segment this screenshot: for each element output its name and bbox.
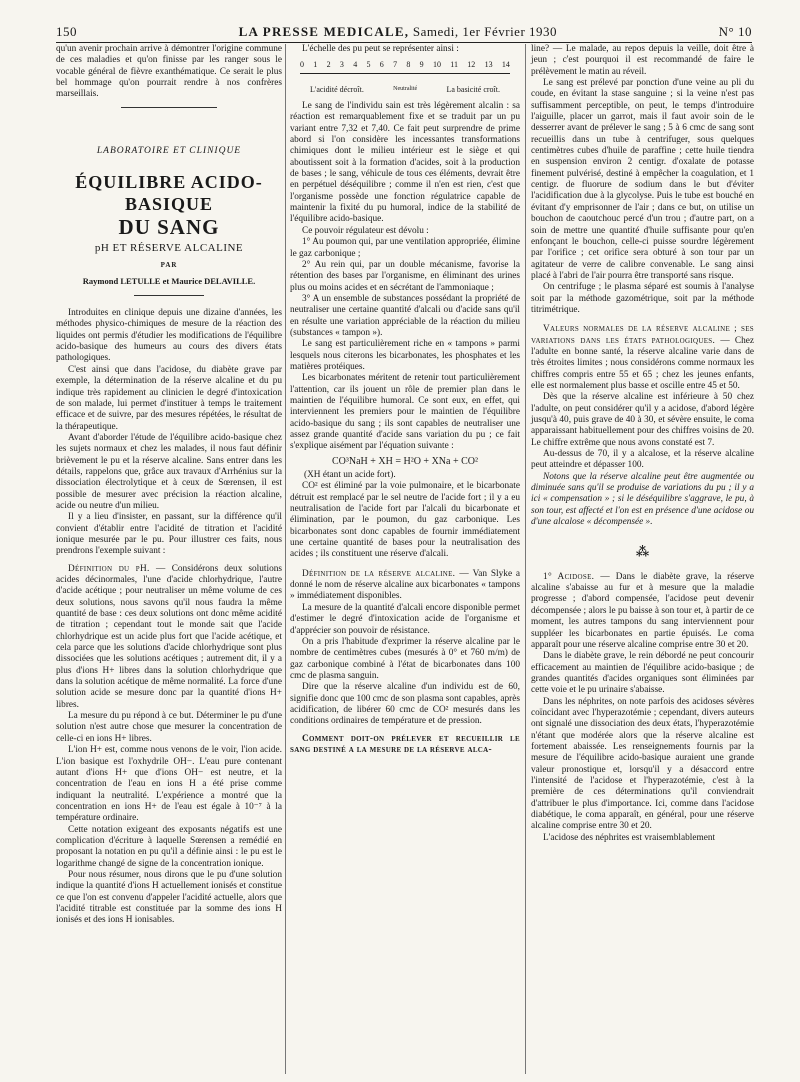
paragraph: On a pris l'habitude d'exprimer la réserve alcaline par le nombre de centimètres cubes (mesurés à 0° et 760 m/m) de gaz carbonique combiné à l'état de bicarbonates dans 100 cmc de plasma sanguin.	[290, 636, 520, 681]
paragraph: Dans les néphrites, on note parfois des acidoses sévères coïncidant avec l'hyperazotémie ; cependant, divers auteurs ont signalé une dissociation des deux états, l'hyperazotémie n'étant que modérée alors que la réserve alcaline est fortement abaissée. Les renseignements fournis par la mesure de l'équilibre acido-basique auraient une grande valeur pronostique et, lorsqu'il y a désaccord entre l'intensité de l'acidose et l'hyperazotémie, c'est à la première de ces déterminations qu'il conviendrait d'attribuer le plus d'importance. Ici, comme dans l'acidose diabétique, le coma apparaît, en général, pour une réserve alcaline comprise entre 30 et 20.	[531, 696, 754, 832]
paragraph: L'échelle des pu peut se représenter ainsi :	[302, 44, 459, 54]
ph-scale-labels	[290, 84, 520, 95]
paragraph: Ce pouvoir régulateur est dévolu :	[302, 225, 429, 236]
ph-scale	[290, 59, 520, 95]
article-title-2: DU SANG	[118, 215, 220, 240]
separator	[121, 107, 217, 108]
paragraph: CO² est éliminé par la voie pulmonaire, et le bicarbonate détruit est remplacé par le sel neutre de l'acide fort ; il y a eu neutralisation de l'acide fort par l'alcali du bicarbonate et élimination, par le poumon, du gaz carbonique. Les bicarbonates sont donc capables de fournir immédiatement une certaine quantité de bases pour la neutralisation des acides ; ils constituent une réserve d'alcali.	[290, 481, 520, 560]
paragraph-text: Chez l'adulte en bonne santé, la réserve alcaline varie dans de très étroites limites ; nous considérons comme normaux les chiffres compris entre 55 et 65 ; chez les jeunes enfants, elle est normalement plus basse et oscille entre 45 et 50.	[531, 335, 754, 391]
scale-right-label: La basicité croît.	[446, 84, 500, 94]
paragraph: La mesure de la quantité d'alcali encore disponible permet d'estimer le degré d'intoxication acide de l'organisme et d'apprécier son pouvoir de résistance.	[290, 602, 520, 636]
rubric: LABORATOIRE ET CLINIQUE	[96, 145, 242, 156]
ph-scale-tick-label: 11	[450, 60, 458, 70]
paragraph: Dès que la réserve alcaline est inférieure à 50 chez l'adulte, on peut considérer qu'il y a acidose, d'abord légère jusqu'à 40, puis grave de 40 à 30, et sévère ensuite, le coma apparaissant habituellement pour des chiffres voisins de 20. Le chiffre extrême que nous avons constaté est 7.	[531, 392, 754, 448]
column-2	[290, 44, 520, 756]
paragraph-text: Van Slyke a donné le nom de réserve alcaline aux bicarbonates « tampons » immédiatement disponibles.	[290, 568, 520, 602]
paragraph: On centrifuge ; le plasma séparé est soumis à l'analyse soit par la méthode gazométrique, soit par la méthode titrimétrique.	[531, 282, 754, 315]
ph-scale-numbers	[290, 59, 520, 70]
paragraph: Dire que la réserve alcaline d'un individu est de 60, signifie donc que 100 cmc de son plasma sont capables, après acidification, de libérer 60 cmc de CO² mesurés dans les conditions ordinaires de température et de pression.	[290, 682, 520, 727]
paragraph	[56, 564, 282, 711]
issue-date: Samedi, 1er Février 1930	[412, 24, 558, 39]
ph-scale-tick-label: 12	[467, 60, 476, 70]
paragraph: Le sang de l'individu sain est très légèrement alcalin : sa réaction est remarquablement fixe et se traduit par un pu variant entre 7,32 et 7,40. Ce fait peut surprendre de prime abord si l'on considère les incessantes transformations chimiques dont le milieu intérieur est le siège et qui aboutissent soit à la formation d'acides, soit à la production de bases ; le sang, véhicule de tous ces éléments, devrait être en perpétuel déséquilibre ; comme il n'en est rien, c'est que l'organisme possède une fonction régulatrice capable de maintenir la fixité du pu humoral, indice de la stabilité de l'équilibre acido-basique.	[290, 101, 520, 225]
section-stars: ⁂	[635, 544, 650, 560]
paragraph: qu'un avenir prochain arrive à démontrer l'origine commune de ces maladies et qu'on finisse par les ranger sous le vocable général de fièvre exanthématique. Ce serait le plus bel hommage qu'on pourrait rendre à nos confrères marseillais.	[56, 44, 282, 100]
byline-par: PAR	[160, 261, 178, 270]
column-rule	[525, 44, 526, 1074]
header-masthead	[239, 24, 557, 40]
paragraph: 3° A un ensemble de substances possédant la propriété de neutraliser une certaine quantité d'alcali ou d'acide sans qu'il en résulte une variation appréciable de la réaction du milieu (substances « tampon »).	[290, 293, 520, 338]
paragraph: L'ion H+ est, comme nous venons de le voir, l'ion acide. L'ion basique est l'oxhydrile OH−. L'eau pure contenant autant d'ions H+ que d'ions OH− est neutre, et la concentration de l'eau en ions H a été prise comme indiquant la neutralité. L'expérience a montré que la concentration en ions H+ de l'eau est égale à 10⁻⁷ à la température ordinaire.	[56, 745, 282, 824]
paragraph: Introduites en clinique depuis une dizaine d'années, les méthodes physico-chimiques de mesure de la réaction des liquides ont permis d'étudier les modifications de l'équilibre acido-basique des humeurs au cours des divers états pathologiques.	[56, 308, 282, 364]
paragraph: 1° Au poumon qui, par une ventilation appropriée, élimine le gaz carbonique ;	[290, 237, 520, 259]
paragraph-text: Dans le diabète grave, la réserve alcaline s'abaisse au fur et à mesure que la maladie progresse ; d'abord compensée, l'acidose peut devenir décompensée ; alors le pu baisse à son tour et, à partir de ce moment, les autres tampons du sang interviennent pour suppléer les bicarbonates en partie épuisés. Le coma apparaît pour une réserve alcaline comprise entre 30 et 20.	[531, 571, 754, 650]
paragraph: Au-dessus de 70, il y a alcalose, et la réserve alcaline peut atteindre et dépasser 100.	[531, 449, 754, 471]
column-rule	[285, 44, 286, 1074]
ph-scale-tick-label: 0	[300, 60, 304, 70]
article-title: ÉQUILIBRE ACIDO-BASIQUE	[75, 172, 263, 215]
paragraph: line? — Le malade, au repos depuis la veille, doit être à jeun ; c'est pourquoi il est recommandé de faire le prélèvement le matin au réveil.	[531, 44, 754, 77]
column-3	[531, 44, 754, 844]
equation-note: (XH étant un acide fort).	[304, 470, 396, 481]
paragraph: Notons que la réserve alcaline peut être augmentée ou diminuée sans qu'il se produise de variations du pu ; il y a ici « compensation » ; si le déséquilibre s'aggrave, le pu, à son tour, est affecté et l'on est en présence d'une acidose ou d'une alcalose « décompensée ».	[531, 471, 754, 528]
paragraph: L'acidose des néphrites est vraisemblablement	[543, 832, 716, 843]
paragraph	[290, 569, 520, 603]
authors: Raymond LETULLE et Maurice DELAVILLE.	[82, 275, 256, 286]
paragraph	[531, 572, 754, 651]
ph-scale-tick-label: 5	[366, 60, 371, 70]
paragraph: C'est ainsi que dans l'acidose, du diabète grave par exemple, la détermination de la réserve alcaline et du pu indique très rapidement au clinicien le degré d'intoxication de son malade, lui permet d'instituer à temps le traitement efficace et de suivre, par des mesures répétées, le résultat de la thérapeutique.	[56, 364, 282, 432]
page-header	[56, 20, 752, 43]
section-heading: 1° Acidose. —	[543, 571, 610, 582]
ph-scale-tick-label: 6	[379, 60, 384, 70]
ph-scale-tick-label: 8	[406, 60, 411, 70]
ph-scale-tick-label: 4	[353, 60, 358, 70]
ph-scale-tick-label: 3	[339, 60, 344, 70]
issue-number: N° 10	[718, 24, 752, 39]
ph-scale-line	[300, 73, 510, 82]
paragraph: Cette notation exigeant des exposants négatifs est une complication d'écriture à laquelle Sœrensen a remédié en proposant la notation en pu qu'il a définie ainsi : le pu est le logarithme changé de signe de la concentration ionique.	[56, 824, 282, 869]
chemical-equation: CO³NaH + XH = H²O + XNa + CO²	[332, 455, 478, 467]
ph-scale-tick-label: 14	[501, 60, 510, 70]
column-1	[56, 44, 282, 927]
ph-scale-tick-label: 2	[326, 60, 331, 70]
paragraph: La mesure du pu répond à ce but. Déterminer le pu d'une solution n'est autre chose que mesurer la concentration de celle-ci en ions H+ libres.	[56, 711, 282, 744]
ph-scale-tick-label: 1	[313, 60, 318, 70]
section-heading: Définition du pH. —	[68, 563, 166, 574]
paragraph: Le sang est prélevé par ponction d'une veine au pli du coude, en évitant la stase sanguine ; si la veine n'est pas suffisamment perceptible, on peut, le temps d'introduire l'aiguille, placer un garrot, mais il faut avoir soin de le desserrer avant de prélever le sang ; 5 à 6 cmc de sang sont recueillis dans un tube à centrifuger, sous quelques centimètres cubes d'huile de paraffine ; cette huile tiendra en suspension environ 2 centigr. d'oxalate de potasse finement pulvérisé, destiné à empêcher la coagulation, et 1 centigr. de fluorure de sodium dans le but d'éviter l'acidification due à la glycolyse. Puis le tube est bouché en évitant d'y emprisonner de l'air ; dans ce but, on utilise un bouchon de caoutchouc percé d'un trou ; d'autre part, on a soin de mettre une quantité d'huile suffisante pour qu'en enfonçant le bouchon, celle-ci puisse sourdre légèrement par l'orifice ; cet orifice sera obturé à son tour par un agitateur de verre de calibre convenable. Le sang ainsi placé à l'abri de l'air pourra être transporté sans risque.	[531, 78, 754, 281]
ph-scale-tick-label: 13	[484, 60, 493, 70]
paragraph: Avant d'aborder l'étude de l'équilibre acido-basique chez les sujets normaux et chez les malades, il nous faut définir brièvement le pu et la réserve alcaline. Sans entrer dans les détails, rappelons que, grâce aux travaux d'Arrhénius sur la dissociation électrolytique et à ceux de Sœrensen, il est possible de mesurer avec précision la réaction alcaline, acide ou neutre d'un milieu.	[56, 432, 282, 511]
scale-left-label: L'acidité décroît.	[310, 84, 364, 94]
journal-title: LA PRESSE MEDICALE,	[238, 24, 410, 39]
paragraph: Les bicarbonates méritent de retenir tout particulièrement l'attention, car ils jouent un rôle de premier plan dans le maintien de l'équilibre humoral. Ce sont eux, en effet, qui interviennent les premiers pour le maintien de l'équilibre acido-basique du sang ; ils sont capables de neutraliser une assez grande quantité d'acide sans variation du pu ; ce fait s'explique aisément par l'équation suivante :	[290, 373, 520, 452]
section-heading: Définition de la réserve alcaline. —	[302, 568, 469, 579]
section-heading: Comment doit-on prélever et recueillir le sang destiné a la mesure de la réserve alca-	[290, 733, 520, 755]
paragraph	[531, 324, 754, 392]
ph-scale-tick-label: 10	[432, 60, 441, 70]
section-heading: Valeurs normales de la réserve alcaline ; ses variations dans les états pathologiques. —	[531, 324, 754, 346]
scale-mid-label: Neutralité	[393, 85, 418, 92]
ph-scale-tick-label: 9	[419, 60, 424, 70]
paragraph-text: Considérons deux solutions acides décinormales, l'une d'acide chlorhydrique, l'autre d'acide acétique ; pour neutraliser un même volume de ces deux solutions, nous savons qu'il nous faudra la même quantité de base : ces deux solutions ont donc même acidité de titration ; cependant tout le monde sait que l'acide chlorhydrique est un acide plus fort que l'acide acétique, et cela parce que les solutions d'acide chlorhydrique sont plus dissociées que les solutions acétiques ; autrement dit, il y a plus d'ions H+ libres dans la solution chlorhydrique que dans la solution acétique de même normalité. La force d'une solution acide se mesure donc par la quantité d'ions H+ libres.	[56, 563, 282, 710]
paragraph: Dans le diabète grave, le rein débordé ne peut concourir efficacement au maintien de l'équilibre acido-basique ; de grandes quantités d'acides organiques sont éliminées par cette voie et le pu urinaire s'abaisse.	[531, 651, 754, 696]
ph-scale-tick-label: 7	[393, 60, 398, 70]
article-subtitle: pH ET RÉSERVE ALCALINE	[94, 242, 244, 255]
paragraph: Il y a lieu d'insister, en passant, sur la différence qu'il convient d'établir entre l'acidité de titration et l'acidité ionique mesurée par le pu. Pour illustrer ces faits, nous prendrons l'exemple suivant :	[56, 512, 282, 557]
paragraph: 2° Au rein qui, par un double mécanisme, favorise la rétention des bases par l'organisme, en éliminant des urines plus ou moins acides et en sécrétant de l'ammoniaque ;	[290, 259, 520, 293]
paragraph: Pour nous résumer, nous dirons que le pu d'une solution indique la quantité d'ions H actuellement ionisés et constitue ce que l'on est convenu d'appeler l'acidité actuelle, alors que l'acidité titrable est constituée par la somme des ions H ionisés et des ions H ionisables.	[56, 869, 282, 926]
page-number: 150	[56, 24, 77, 39]
paragraph: Le sang est particulièrement riche en « tampons » parmi lesquels nous citerons les bicarbonates, les phosphates et les matières protéiques.	[290, 339, 520, 372]
